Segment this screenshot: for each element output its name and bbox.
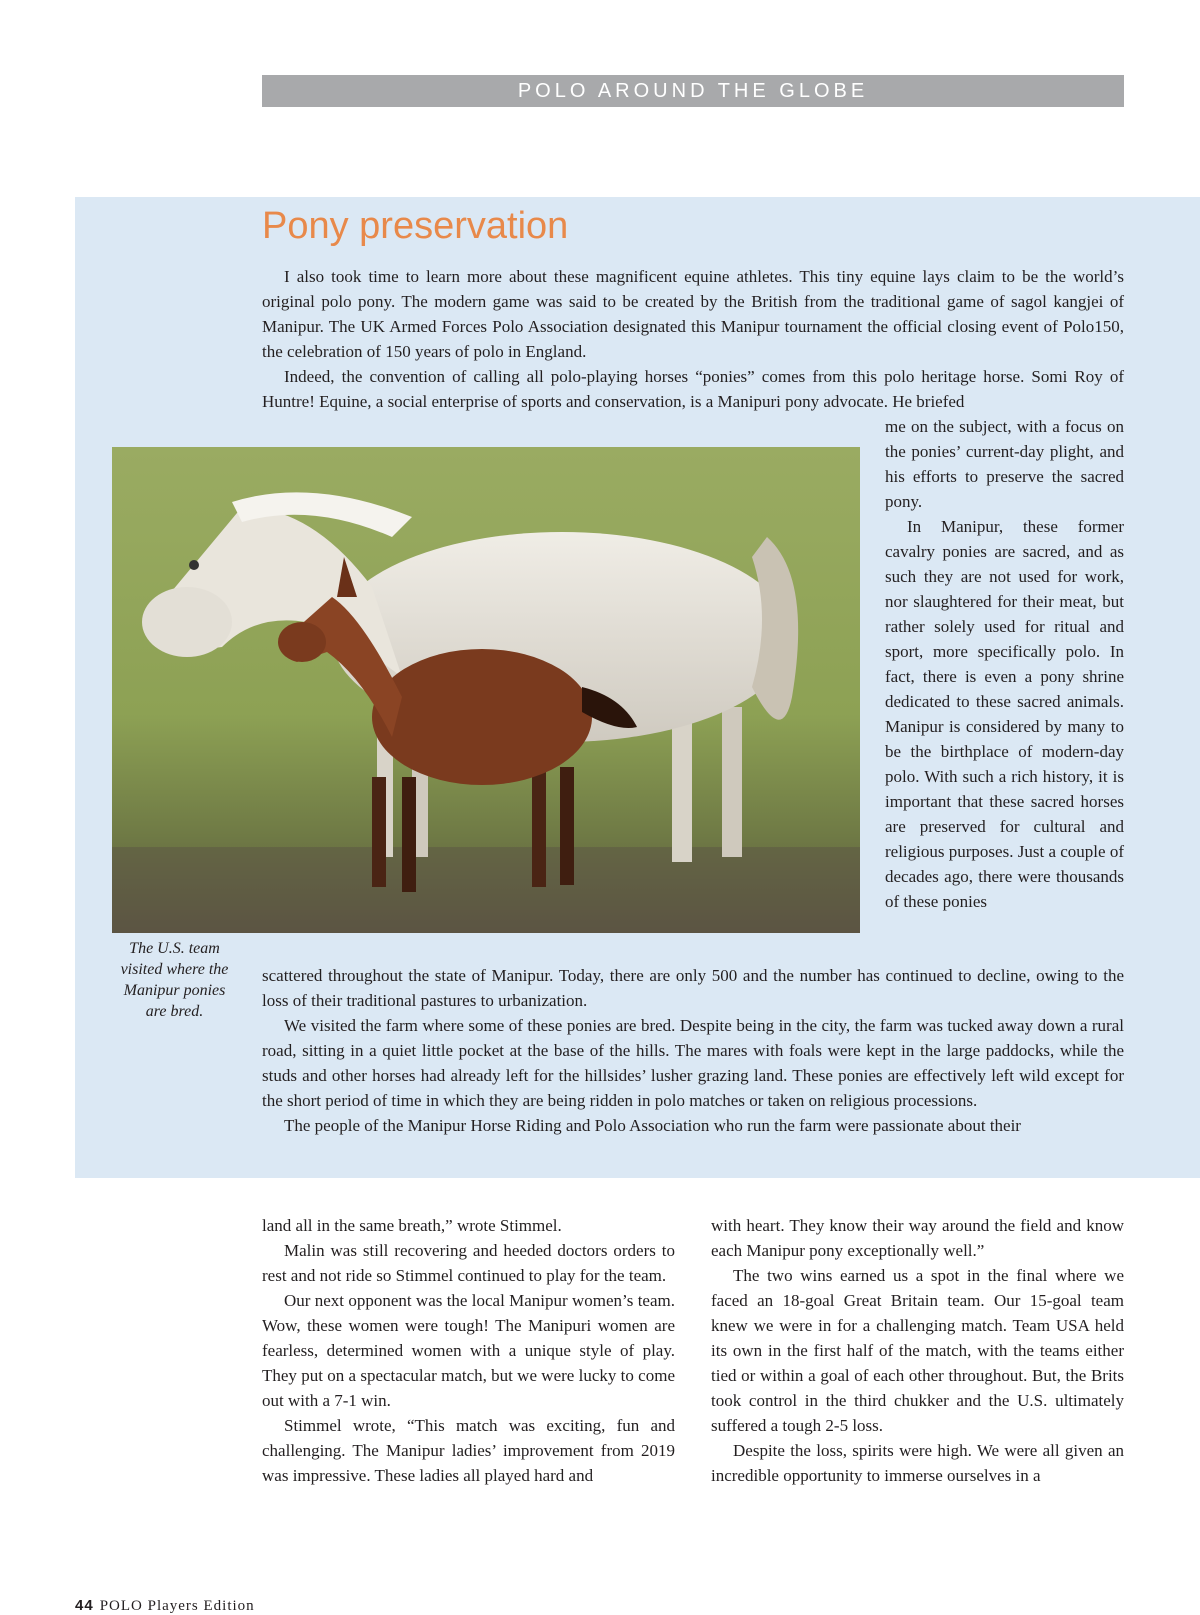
left-column-paragraph-4: Stimmel wrote, “This match was exciting, fun and challenging. The Manipur ladies’ improvement from 2019 was impressive. These ladies all played hard and xyxy=(262,1416,675,1485)
page-number: 44 xyxy=(75,1597,94,1614)
left-column xyxy=(262,1213,675,1488)
sidebar-wrap-column xyxy=(885,414,1124,914)
sidebar-paragraph-3-bottom: scattered throughout the state of Manipur. Today, there are only 500 and the number has continued to decline, owing to the loss of their traditional pastures to urbanization. xyxy=(262,966,1124,1010)
section-label: POLO AROUND THE GLOBE xyxy=(517,79,869,102)
page-footer xyxy=(75,1597,255,1615)
sidebar-title: Pony preservation xyxy=(262,205,569,247)
sidebar-lower-text xyxy=(262,963,1124,1138)
sidebar-paragraph-4: We visited the farm where some of these ponies are bred. Despite being in the city, the farm was tucked away down a rural road, sitting in a quiet little pocket at the base of the hills. The mares with foals were kept in the large paddocks, while the studs and other horses had already left for the hillsides’ lusher grazing land. These ponies are effectively left wild except for the short period of time in which they are being ridden in polo matches or taken on religious processions. xyxy=(262,1016,1124,1110)
right-column-paragraph-1: with heart. They know their way around the field and know each Manipur pony exceptionally well.” xyxy=(711,1216,1124,1260)
sidebar-paragraph-2-side: me on the subject, with a focus on the ponies’ current-day plight, and his efforts to preserve the sacred pony. xyxy=(885,417,1124,511)
publication-name: POLO Players Edition xyxy=(99,1598,255,1614)
sidebar-paragraph-1: I also took time to learn more about these magnificent equine athletes. This tiny equine lays claim to be the world’s original polo pony. The modern game was said to be created by the British from the traditional game of sagol kangjei of Manipur. The UK Armed Forces Polo Association designated this Manipur tournament the official closing event of Polo150, the celebration of 150 years of polo in England. xyxy=(262,267,1124,361)
mare-and-foal-image xyxy=(112,447,860,933)
right-column xyxy=(711,1213,1124,1488)
left-column-paragraph-2: Malin was still recovering and heeded doctors orders to rest and not ride so Stimmel continued to play for the team. xyxy=(262,1241,675,1285)
sidebar-paragraph-3-side: In Manipur, these former cavalry ponies are sacred, and as such they are not used for work, nor slaughtered for their meat, but rather solely used for ritual and sport, more specifically polo. In fact, there is even a pony shrine dedicated to these sacred animals. Manipur is considered by many to be the birthplace of modern-day polo. With such a rich history, it is important that these sacred horses are preserved for cultural and religious purposes. Just a couple of decades ago, there were thousands of these ponies xyxy=(885,517,1124,911)
sidebar-paragraph-5: The people of the Manipur Horse Riding and Polo Association who run the farm were passionate about their xyxy=(284,1116,1021,1135)
left-column-paragraph-1: land all in the same breath,” wrote Stimmel. xyxy=(262,1216,562,1235)
photo-caption: The U.S. team visited where the Manipur ponies are bred. xyxy=(120,940,229,1020)
horse-photo xyxy=(112,447,860,933)
right-column-paragraph-3: Despite the loss, spirits were high. We were all given an incredible opportunity to immerse ourselves in a xyxy=(711,1441,1124,1485)
left-column-paragraph-3: Our next opponent was the local Manipur women’s team. Wow, these women were tough! The Manipuri women are fearless, determined women with a unique style of play. They put on a spectacular match, but we were lucky to come out with a 7-1 win. xyxy=(262,1291,675,1410)
section-header-bar xyxy=(262,75,1124,107)
sidebar-paragraph-2-top: Indeed, the convention of calling all polo-playing horses “ponies” comes from this polo heritage horse. Somi Roy of Huntre! Equine, a social enterprise of sports and conservation, is a Manipuri pony advocate. He briefed xyxy=(262,367,1124,411)
right-column-paragraph-2: The two wins earned us a spot in the final where we faced an 18-goal Great Britain team. Our 15-goal team knew we were in for a challenging match. Team USA held its own in the first half of the match, with the teams either tied or within a goal of each other throughout. But, the Brits took control in the third chukker and the U.S. ultimately suffered a tough 2-5 loss. xyxy=(711,1266,1124,1435)
sidebar-intro-text xyxy=(262,264,1124,414)
